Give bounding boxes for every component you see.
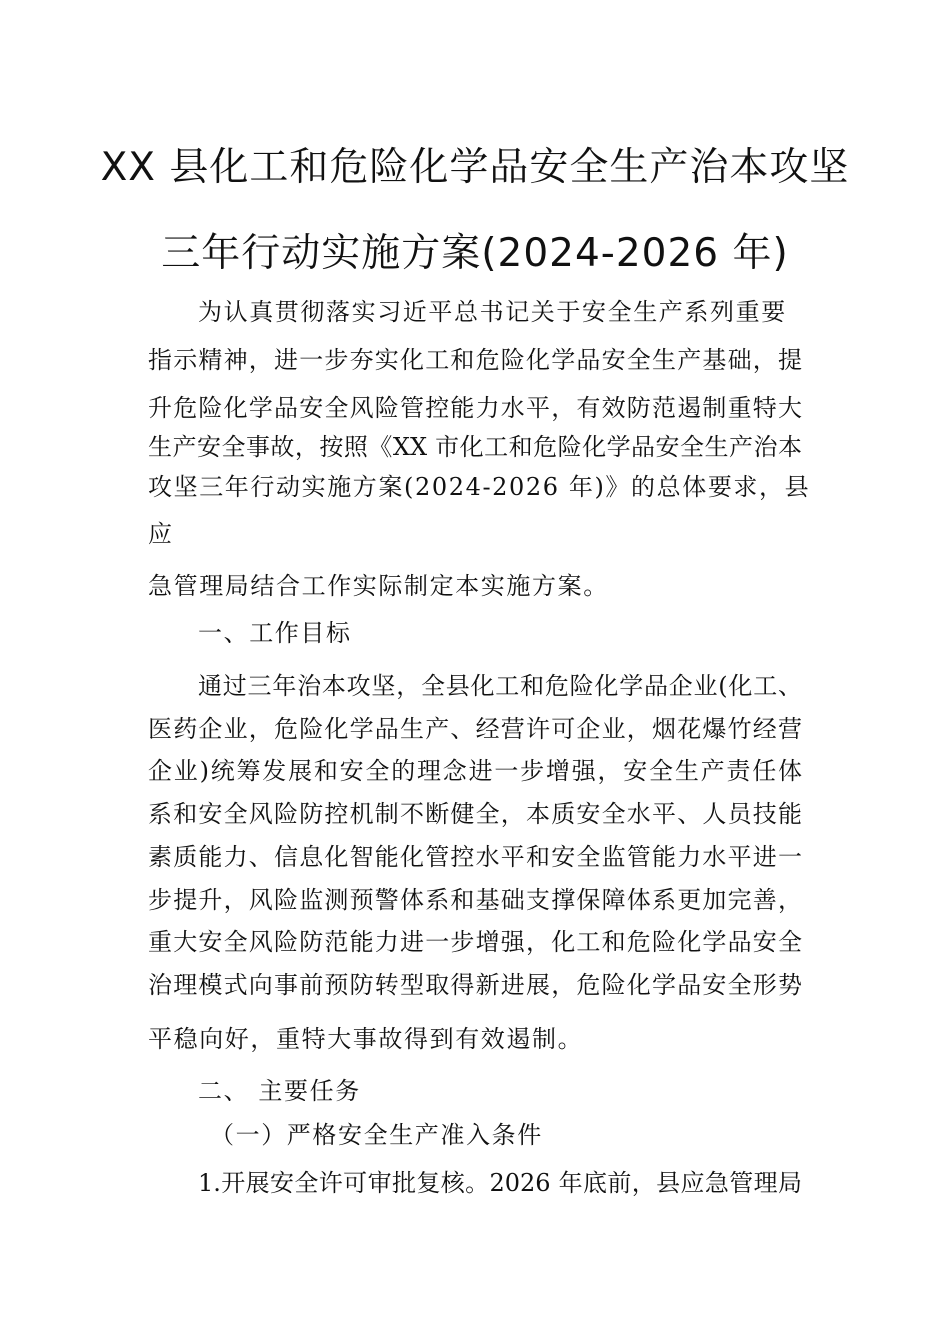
- section-heading-goals: 一、工作目标: [198, 619, 352, 647]
- paragraph-line: 企业)统筹发展和安全的理念进一步增强，安全生产责任体: [148, 757, 802, 785]
- paragraph-line: 生产安全事故，按照《XX 市化工和危险化学品安全生产治本: [148, 433, 802, 461]
- subsection-heading: （一）严格安全生产准入条件: [210, 1121, 543, 1149]
- document-title-line-2: 三年行动实施方案(2024-2026 年): [161, 231, 789, 276]
- paragraph-line: 应: [148, 520, 174, 548]
- paragraph-line: 通过三年治本攻坚，全县化工和危险化学品企业(化工、: [198, 672, 802, 700]
- paragraph-line: 急管理局结合工作实际制定本实施方案。: [148, 572, 609, 600]
- paragraph-line: 升危险化学品安全风险管控能力水平，有效防范遏制重特大: [148, 394, 802, 422]
- document-title-line-1: XX 县化工和危险化学品安全生产治本攻坚: [100, 145, 850, 190]
- paragraph-line: 医药企业，危险化学品生产、经营许可企业，烟花爆竹经营: [148, 715, 802, 743]
- paragraph-line: 为认真贯彻落实习近平总书记关于安全生产系列重要: [198, 298, 787, 326]
- paragraph-line: 重大安全风险防范能力进一步增强，化工和危险化学品安全: [148, 928, 802, 956]
- paragraph-line: 系和安全风险防控机制不断健全，本质安全水平、人员技能: [148, 800, 802, 828]
- paragraph-line: 1.开展安全许可审批复核。2026 年底前，县应急管理局: [198, 1169, 802, 1197]
- paragraph-line: 素质能力、信息化智能化管控水平和安全监管能力水平进一: [148, 843, 802, 871]
- section-heading-tasks: 二、 主要任务: [198, 1077, 361, 1105]
- paragraph-line: 攻坚三年行动实施方案(2024-2026 年)》的总体要求，县: [148, 473, 811, 501]
- paragraph-line: 治理模式向事前预防转型取得新进展，危险化学品安全形势: [148, 971, 802, 999]
- paragraph-line: 步提升，风险监测预警体系和基础支撑保障体系更加完善，: [148, 886, 802, 914]
- paragraph-line: 指示精神，进一步夯实化工和危险化学品安全生产基础，提: [148, 346, 802, 374]
- paragraph-line: 平稳向好，重特大事故得到有效遏制。: [148, 1025, 584, 1053]
